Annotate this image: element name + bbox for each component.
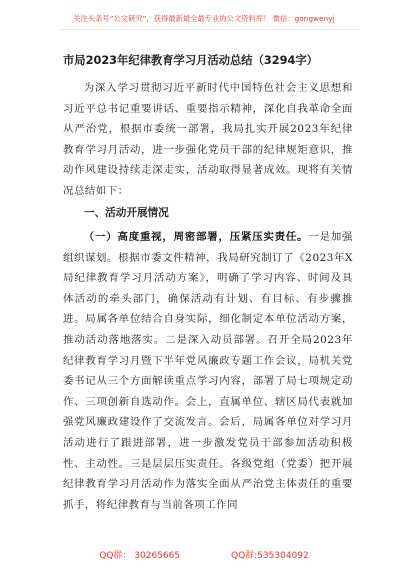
header-divider bbox=[60, 29, 360, 30]
intro-paragraph: 为深入学习贯彻习近平新时代中国特色社会主义思想和习近平总书记重要讲话、重要指示精神，深化自我革命全面从严治党，根据市委统一部署，我局扎实开展2023年纪律教育学习月活动，进一步强化党员干部的纪律规矩意识，推动作风建设持续走深走实，活动取得显著成效。现将有关情况总结如下： bbox=[63, 82, 353, 197]
footer-contact bbox=[0, 548, 408, 561]
footer-qq-group-1: QQ群： 30265665 bbox=[99, 551, 181, 561]
document-title: 市局2023年纪律教育学习月活动总结（3294字） bbox=[63, 54, 318, 67]
footer-qq-group-2: QQ群:535304092 bbox=[230, 551, 309, 561]
item1-paragraph bbox=[63, 227, 353, 515]
item1-lead: （一）高度重视，周密部署，压紧压实责任。 bbox=[83, 231, 309, 243]
section-heading: 一、活动开展情况 bbox=[84, 207, 169, 219]
item1-body: 一是加强组织谋划。根据市委文件精神，我局研究制订了《2023年X局纪律教育学习月活动方案》，明确了学习内容、时间及具体活动的牵头部门，确保活动有计划、有目标、有步骤推进。局属各单位结合自身实际，细化制定本单位活动方案，推动活动落地落实。二是深入动员部署。召开全局2023年纪律教育学习月暨下半年党风廉政专题工作会议，局机关党委书记从三个方面解读重点学习内容，部署了局七项规定动作、三项创新自选动作。会上，直属单位、辖区局代表就加强党风廉政建设作了交流发言。会后，局属各单位对学习月活动进行了跟进部署，进一步激发党员干部参加活动积极性、主动性。三是层层压实责任。各级党组（党委）把开展纪律教育学习月活动作为落实全面从严治党主体责任的重要抓手，将纪律教育与当前各项工作同 bbox=[63, 231, 354, 511]
header-banner: 关注头条号“公文研究”，获得最新最全最专业的公文资料库！ 微信：gongwenyj bbox=[73, 14, 335, 23]
